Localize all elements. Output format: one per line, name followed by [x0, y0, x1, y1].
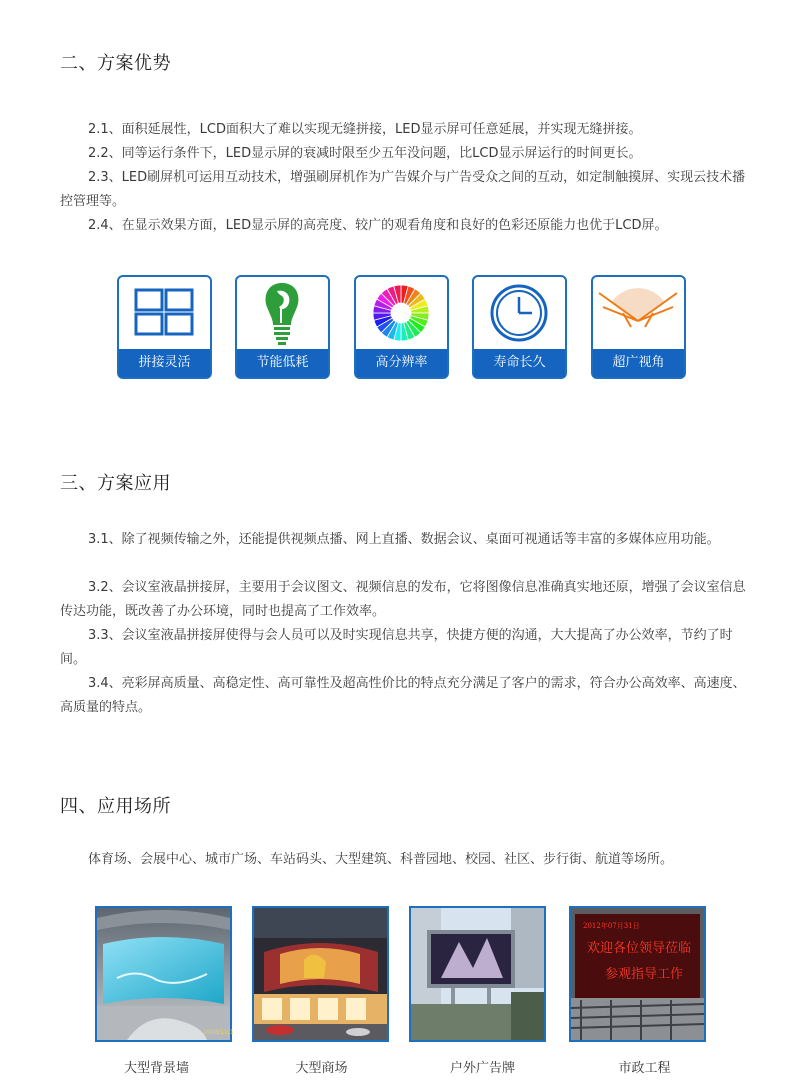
photo-date-stamp: 2008/11/1	[203, 1029, 234, 1036]
paragraph-3-3: 3.3、会议室液晶拼接屏使得与会人员可以及时实现信息共享，快捷方便的沟通，大大提高了办公效率，节约了时间。	[60, 628, 733, 667]
feature-label: 寿命长久	[474, 349, 565, 377]
photo-outdoor-billboard	[409, 906, 546, 1042]
paragraph-2-2: 2.2、同等运行条件下，LED显示屏的衰减时限至少五年没问题，比LCD显示屏运行的时间更长。	[88, 146, 642, 161]
feature-card-energy	[235, 275, 330, 379]
photo-shopping-mall	[252, 906, 389, 1042]
section-title-venues: 四、应用场所	[60, 796, 171, 817]
feature-label: 超广视角	[593, 349, 684, 377]
paragraph-3-2: 3.2、会议室液晶拼接屏，主要用于会议图文、视频信息的发布，它将图像信息准确真实地还原，增强了会议室信息传达功能，既改善了办公环境，同时也提高了工作效率。	[60, 580, 746, 619]
photo-caption: 市政工程	[618, 1061, 671, 1076]
paragraph-2-4: 2.4、在显示效果方面，LED显示屏的高亮度、较广的观看角度和良好的色彩还原能力也优于LCD屏。	[88, 218, 668, 233]
feature-label: 节能低耗	[237, 349, 328, 377]
paragraph-2-3: 2.3、LED刷屏机可运用互动技术，增强刷屏机作为广告媒介与广告受众之间的互动，如定制触摸屏、实现云技术播控管理等。	[60, 170, 746, 209]
section-title-advantages: 二、方案优势	[60, 53, 171, 74]
photo-background-wall	[95, 906, 232, 1042]
sign-line-1: 欢迎各位领导莅临	[587, 941, 692, 956]
section-title-applications: 三、方案应用	[60, 473, 171, 494]
feature-icons-row	[117, 275, 687, 379]
eco-bulb-icon	[237, 277, 328, 351]
paragraph-2-1: 2.1、面积延展性，LCD面积大了难以实现无缝拼接，LED显示屏可任意延展，并实现无缝拼接。	[88, 122, 642, 137]
grid-icon	[119, 277, 210, 351]
sign-date: 2012年07月31日	[583, 922, 640, 930]
color-wheel-icon	[356, 277, 447, 351]
photo-caption: 户外广告牌	[449, 1061, 515, 1076]
feature-card-lifespan	[472, 275, 567, 379]
feature-label: 拼接灵活	[119, 349, 210, 377]
feature-card-splicing	[117, 275, 212, 379]
sign-line-2: 参观指导工作	[605, 967, 684, 982]
photo-caption: 大型商场	[295, 1061, 348, 1076]
paragraph-3-4: 3.4、亮彩屏高质量、高稳定性、高可靠性及超高性价比的特点充分满足了客户的需求，符合办公高效率、高速度、高质量的特点。	[60, 676, 746, 715]
wide-angle-icon	[593, 277, 684, 351]
venues-intro: 体育场、会展中心、城市广场、车站码头、大型建筑、科普园地、校园、社区、步行街、航道等场所。	[88, 852, 674, 867]
photo-caption: 大型背景墙	[123, 1061, 189, 1076]
clock-icon	[474, 277, 565, 351]
photo-municipal-project	[569, 906, 706, 1042]
feature-card-viewing-angle	[591, 275, 686, 379]
feature-label: 高分辨率	[356, 349, 447, 377]
paragraph-3-1: 3.1、除了视频传输之外，还能提供视频点播、网上直播、数据会议、桌面可视通话等丰富的多媒体应用功能。	[88, 532, 720, 547]
feature-card-resolution	[354, 275, 449, 379]
